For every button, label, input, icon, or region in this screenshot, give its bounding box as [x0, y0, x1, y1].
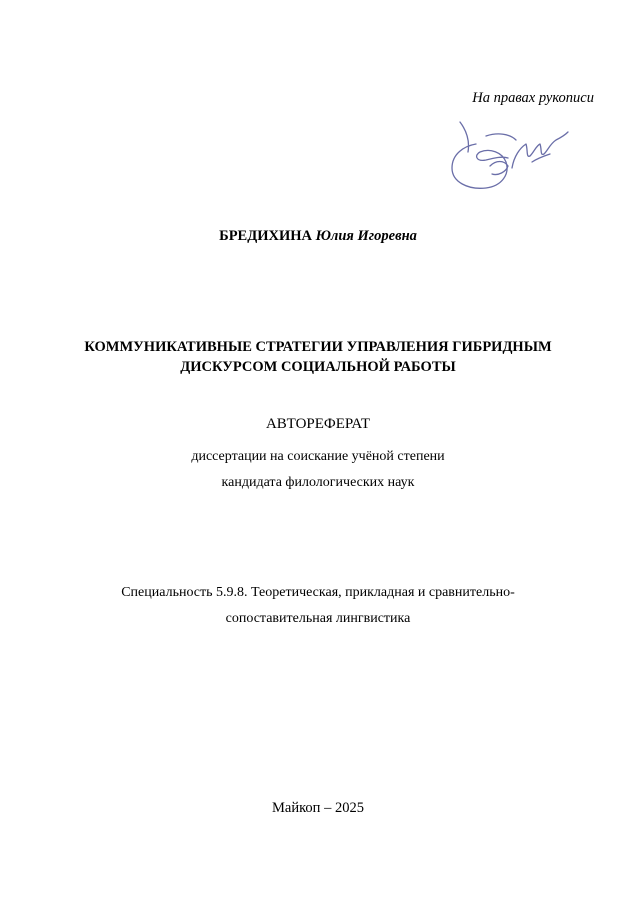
manuscript-note: На правах рукописи: [472, 90, 594, 106]
place-and-year: Майкоп – 2025: [272, 800, 364, 816]
specialty-line-1: Специальность 5.9.8. Теоретическая, прикладная и сравнительно-: [121, 585, 515, 600]
author-surname: БРЕДИХИНА: [219, 228, 312, 244]
degree-statement: [0, 444, 636, 496]
degree-line-2: кандидата филологических наук: [221, 475, 415, 490]
author-name: [0, 228, 636, 245]
handwritten-signature: [446, 118, 576, 198]
document-type: АВТОРЕФЕРАТ: [265, 416, 371, 432]
title-line-1: КОММУНИКАТИВНЫЕ СТРАТЕГИИ УПРАВЛЕНИЯ ГИБРИДНЫМ: [84, 339, 552, 355]
degree-line-1: диссертации на соискание учёной степени: [191, 449, 445, 464]
specialty-line-2: сопоставительная лингвистика: [225, 611, 411, 626]
author-given-names: Юлия Игоревна: [315, 228, 417, 244]
specialty-statement: [40, 580, 596, 632]
title-line-2: ДИСКУРСОМ СОЦИАЛЬНОЙ РАБОТЫ: [180, 359, 456, 375]
dissertation-title: [40, 337, 596, 377]
